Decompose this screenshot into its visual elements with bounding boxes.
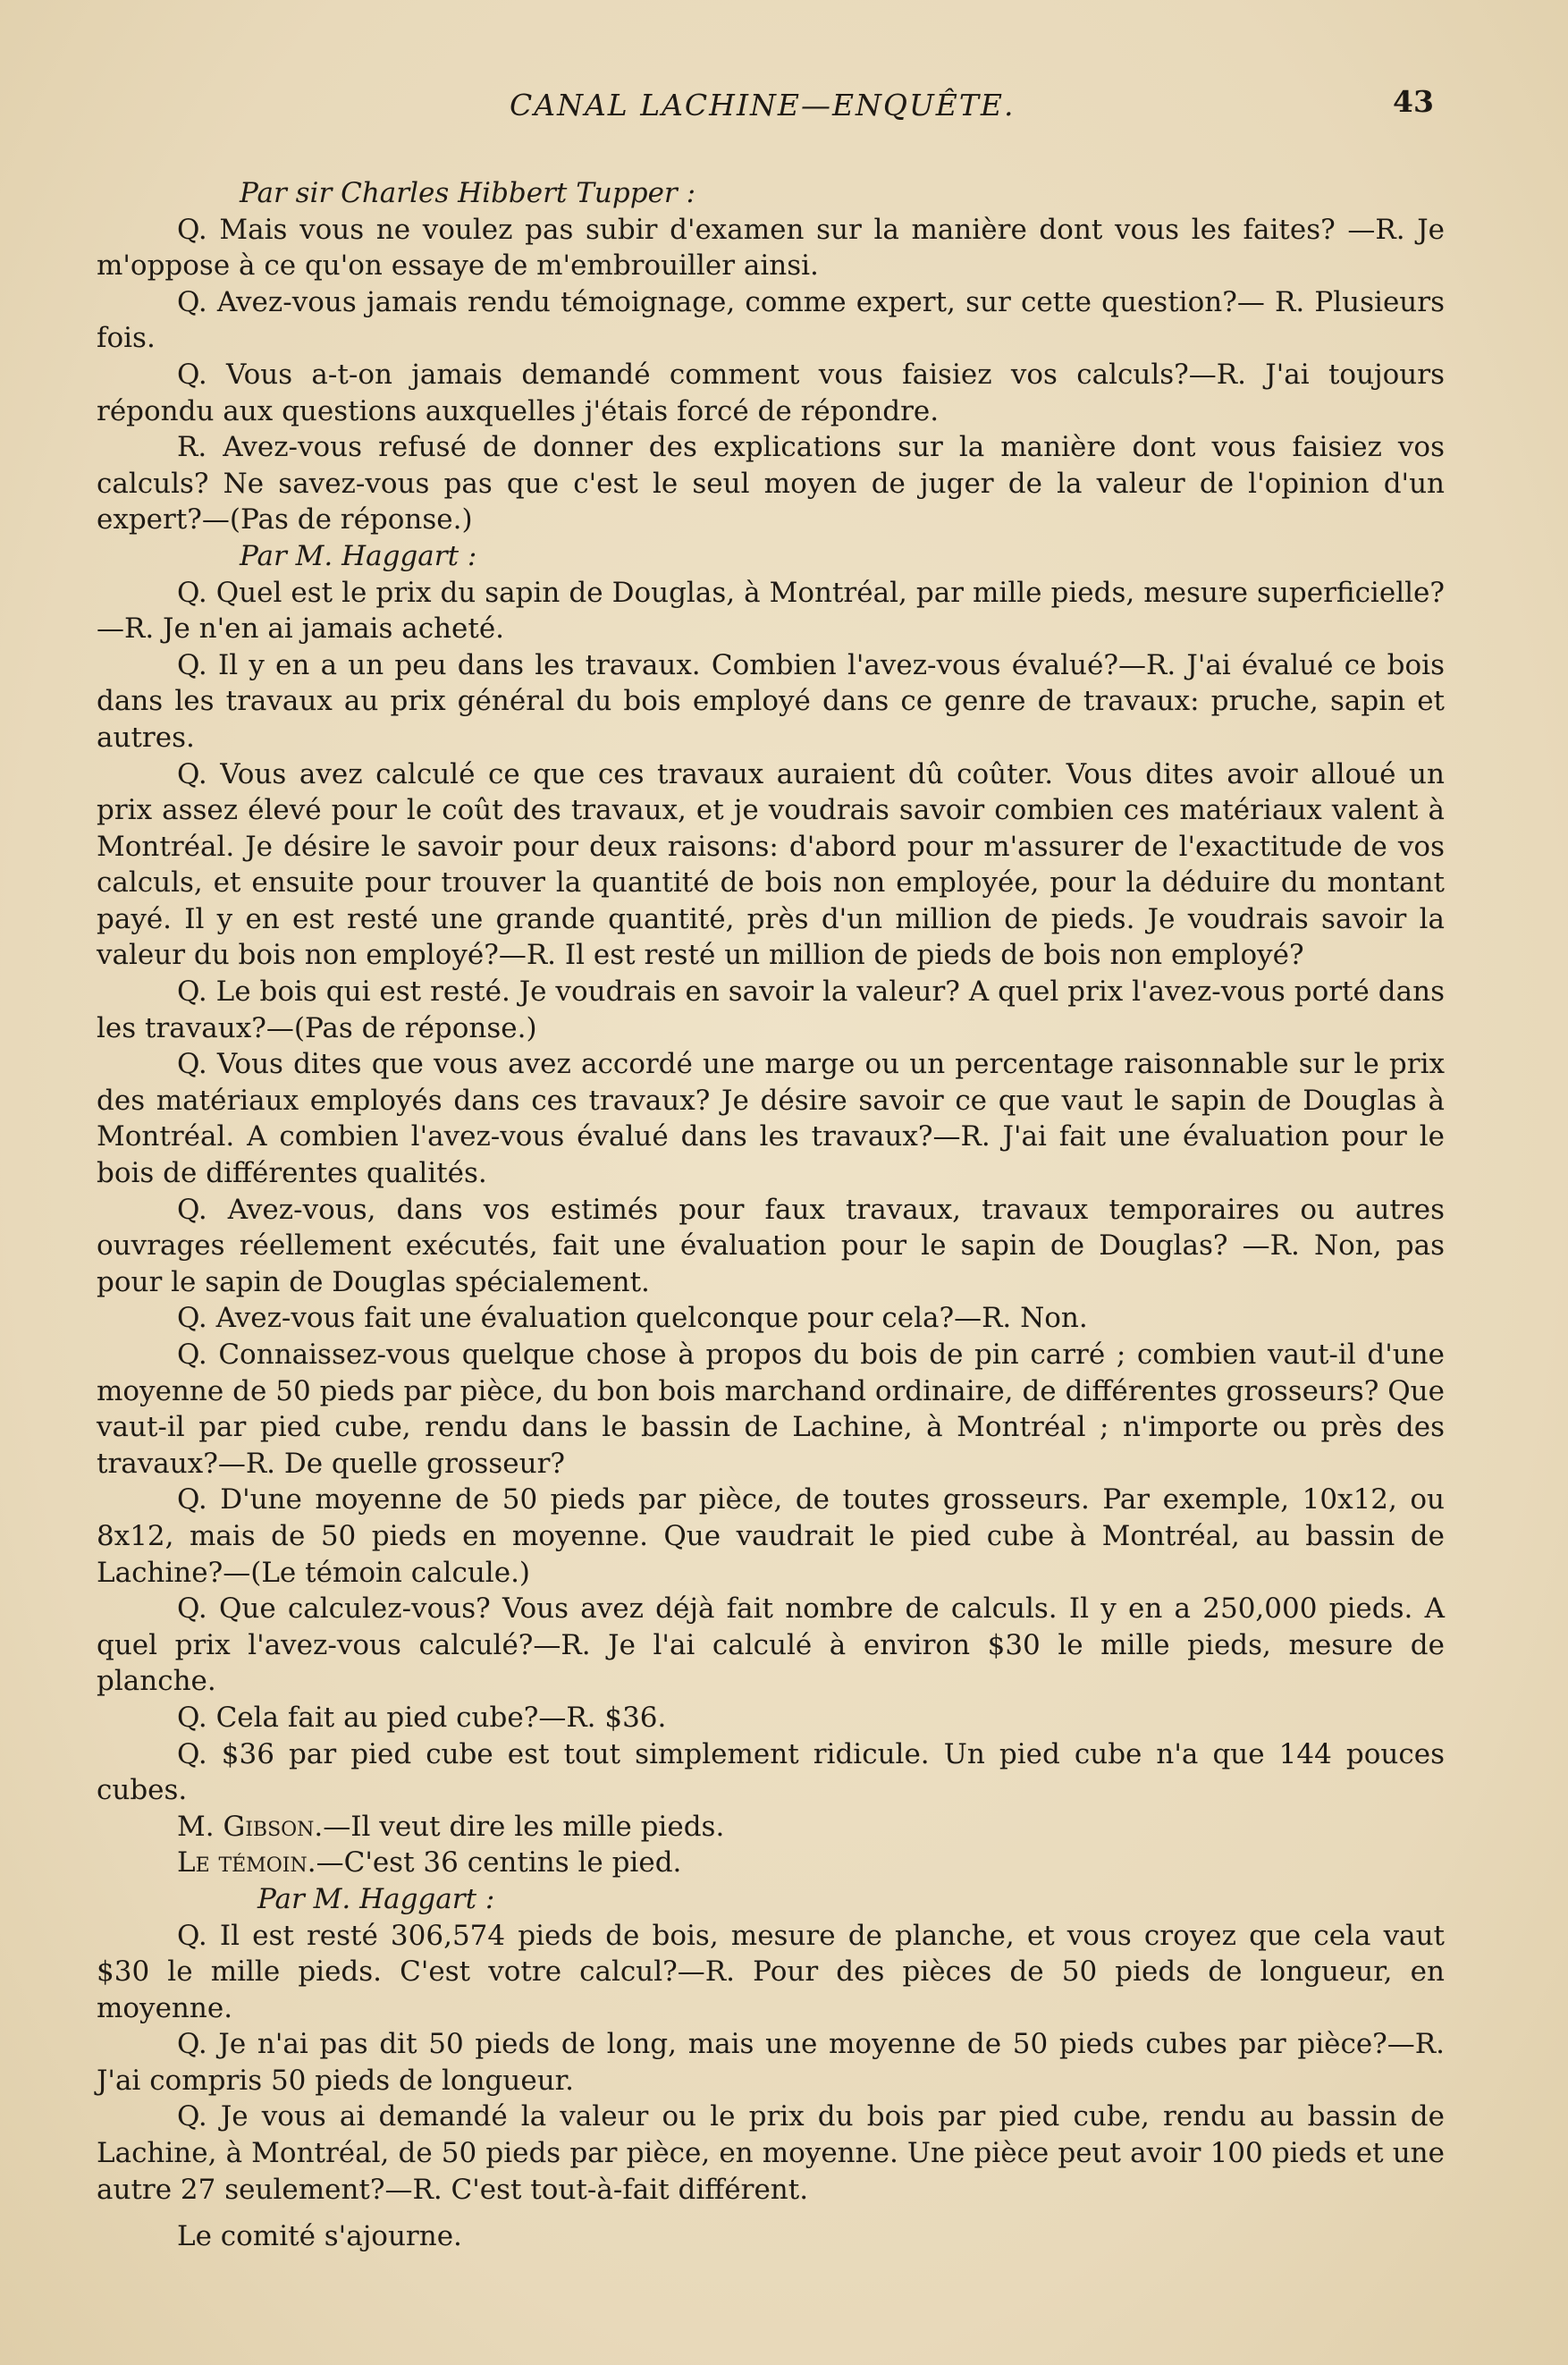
paragraph: Q. $36 par pied cube est tout simplement ridicule. Un pied cube n'a que 144 pouces cubes. xyxy=(97,1737,1445,1807)
speaker-name: M. Gibson. xyxy=(177,1810,324,1843)
paragraph: Q. Quel est le prix du sapin de Douglas, à Montréal, par mille pieds, mesure superficielle?—R. Je n'en ai jamais acheté. xyxy=(97,576,1445,646)
page-header xyxy=(0,79,1568,132)
paragraph: Q. Vous avez calculé ce que ces travaux auraient dû coûter. Vous dites avoir alloué un prix assez élevé pour le coût des travaux, et je voudrais savoir combien ces matériaux valent à Montréal. Je désire le savoir pour deux raisons: d'abord pour m'assurer de l'exactitude de vos calculs, et ensuite pour trouver la quantité de bois non employée, pour la déduire du montant payé. Il y en est resté une grande quantité, près d'un million de pieds. Je voudrais savoir la valeur du bois non employé?—R. Il est resté un million de pieds de bois non employé? xyxy=(97,757,1445,972)
speaker-heading: Par sir Charles Hibbert Tupper : xyxy=(240,177,696,209)
paragraph: Q. Que calculez-vous? Vous avez déjà fait nombre de calculs. Il y en a 250,000 pieds. A quel prix l'avez-vous calculé?—R. Je l'ai calculé à environ $30 le mille pieds, mesure de planche. xyxy=(97,1592,1445,1698)
running-title: CANAL LACHINE—ENQUÊTE. xyxy=(510,88,1016,122)
paragraph: Q. Le bois qui est resté. Je voudrais en savoir la valeur? A quel prix l'avez-vous porté dans les travaux?—(Pas de réponse.) xyxy=(97,976,1445,1044)
closing-line: Le comité s'ajourne. xyxy=(177,2220,462,2253)
paragraph: Q. Il y en a un peu dans les travaux. Combien l'avez-vous évalué?—R. J'ai évalué ce bois dans les travaux au prix général du bois employé dans ce genre de travaux: pruche, sapin et autres. xyxy=(97,648,1445,754)
paragraph: Q. Avez-vous fait une évaluation quelconque pour cela?—R. Non. xyxy=(177,1302,1088,1335)
speaker-text: —Il veut dire les mille pieds. xyxy=(323,1810,725,1843)
paragraph: Q. Je vous ai demandé la valeur ou le prix du bois par pied cube, rendu au bassin de Lachine, à Montréal, de 50 pieds par pièce, en moyenne. Une pièce peut avoir 100 pieds et une autre 27 seulement?—R. C'est tout-à-fait différent. xyxy=(97,2100,1445,2206)
paragraph: Q. Cela fait au pied cube?—R. $36. xyxy=(177,1701,667,1734)
paragraph: R. Avez-vous refusé de donner des explications sur la manière dont vous faisiez vos calculs? Ne savez-vous pas que c'est le seul moyen de juger de la valeur de l'opinion d'un expert?—(Pas de réponse.) xyxy=(97,431,1445,536)
paragraph: Q. Vous a-t-on jamais demandé comment vous faisiez vos calculs?—R. J'ai toujours répondu aux questions auxquelles j'étais forcé de répondre. xyxy=(97,358,1445,427)
speaker-line xyxy=(97,1845,1445,1881)
speaker-text: —C'est 36 centins le pied. xyxy=(316,1846,682,1879)
body-text xyxy=(97,175,1445,2255)
paragraph: Q. Avez-vous, dans vos estimés pour faux travaux, travaux temporaires ou autres ouvrages réellement exécutés, fait une évaluation pour le sapin de Douglas? —R. Non, pas pour le sapin de Douglas spécialement. xyxy=(97,1193,1445,1298)
speaker-line xyxy=(97,1809,1445,1846)
paragraph: Q. Je n'ai pas dit 50 pieds de long, mais une moyenne de 50 pieds cubes par pièce?—R. J'ai compris 50 pieds de longueur. xyxy=(97,2028,1445,2097)
paragraph: Q. Mais vous ne voulez pas subir d'examen sur la manière dont vous les faites? —R. Je m'oppose à ce qu'on essaye de m'embrouiller ainsi. xyxy=(97,213,1445,283)
paragraph: Q. Connaissez-vous quelque chose à propos du bois de pin carré ; combien vaut-il d'une moyenne de 50 pieds par pièce, du bon bois marchand ordinaire, de différentes grosseurs? Que vaut-il par pied cube, rendu dans le bassin de Lachine, à Montréal ; n'importe ou près des travaux?—R. De quelle grosseur? xyxy=(97,1339,1445,1480)
speaker-name: Le témoin. xyxy=(177,1846,316,1879)
speaker-heading: Par M. Haggart : xyxy=(240,539,477,572)
paragraph: Q. Il est resté 306,574 pieds de bois, mesure de planche, et vous croyez que cela vaut $30 le mille pieds. C'est votre calcul?—R. Pour des pièces de 50 pieds de longueur, en moyenne. xyxy=(97,1919,1445,2024)
paragraph: Q. Avez-vous jamais rendu témoignage, comme expert, sur cette question?— R. Plusieurs fois. xyxy=(97,285,1445,355)
paragraph: Q. D'une moyenne de 50 pieds par pièce, de toutes grosseurs. Par exemple, 10x12, ou 8x12, mais de 50 pieds en moyenne. Que vaudrait le pied cube à Montréal, au bassin de Lachine?—(Le témoin calcule.) xyxy=(97,1483,1445,1589)
speaker-heading: Par M. Haggart : xyxy=(257,1882,495,1915)
page-number: 43 xyxy=(1393,84,1434,119)
paragraph: Q. Vous dites que vous avez accordé une marge ou un percentage raisonnable sur le prix des matériaux employés dans ces travaux? Je désire savoir ce que vaut le sapin de Douglas à Montréal. A combien l'avez-vous évalué dans les travaux?—R. J'ai fait une évaluation pour le bois de différentes qualités. xyxy=(97,1048,1445,1190)
